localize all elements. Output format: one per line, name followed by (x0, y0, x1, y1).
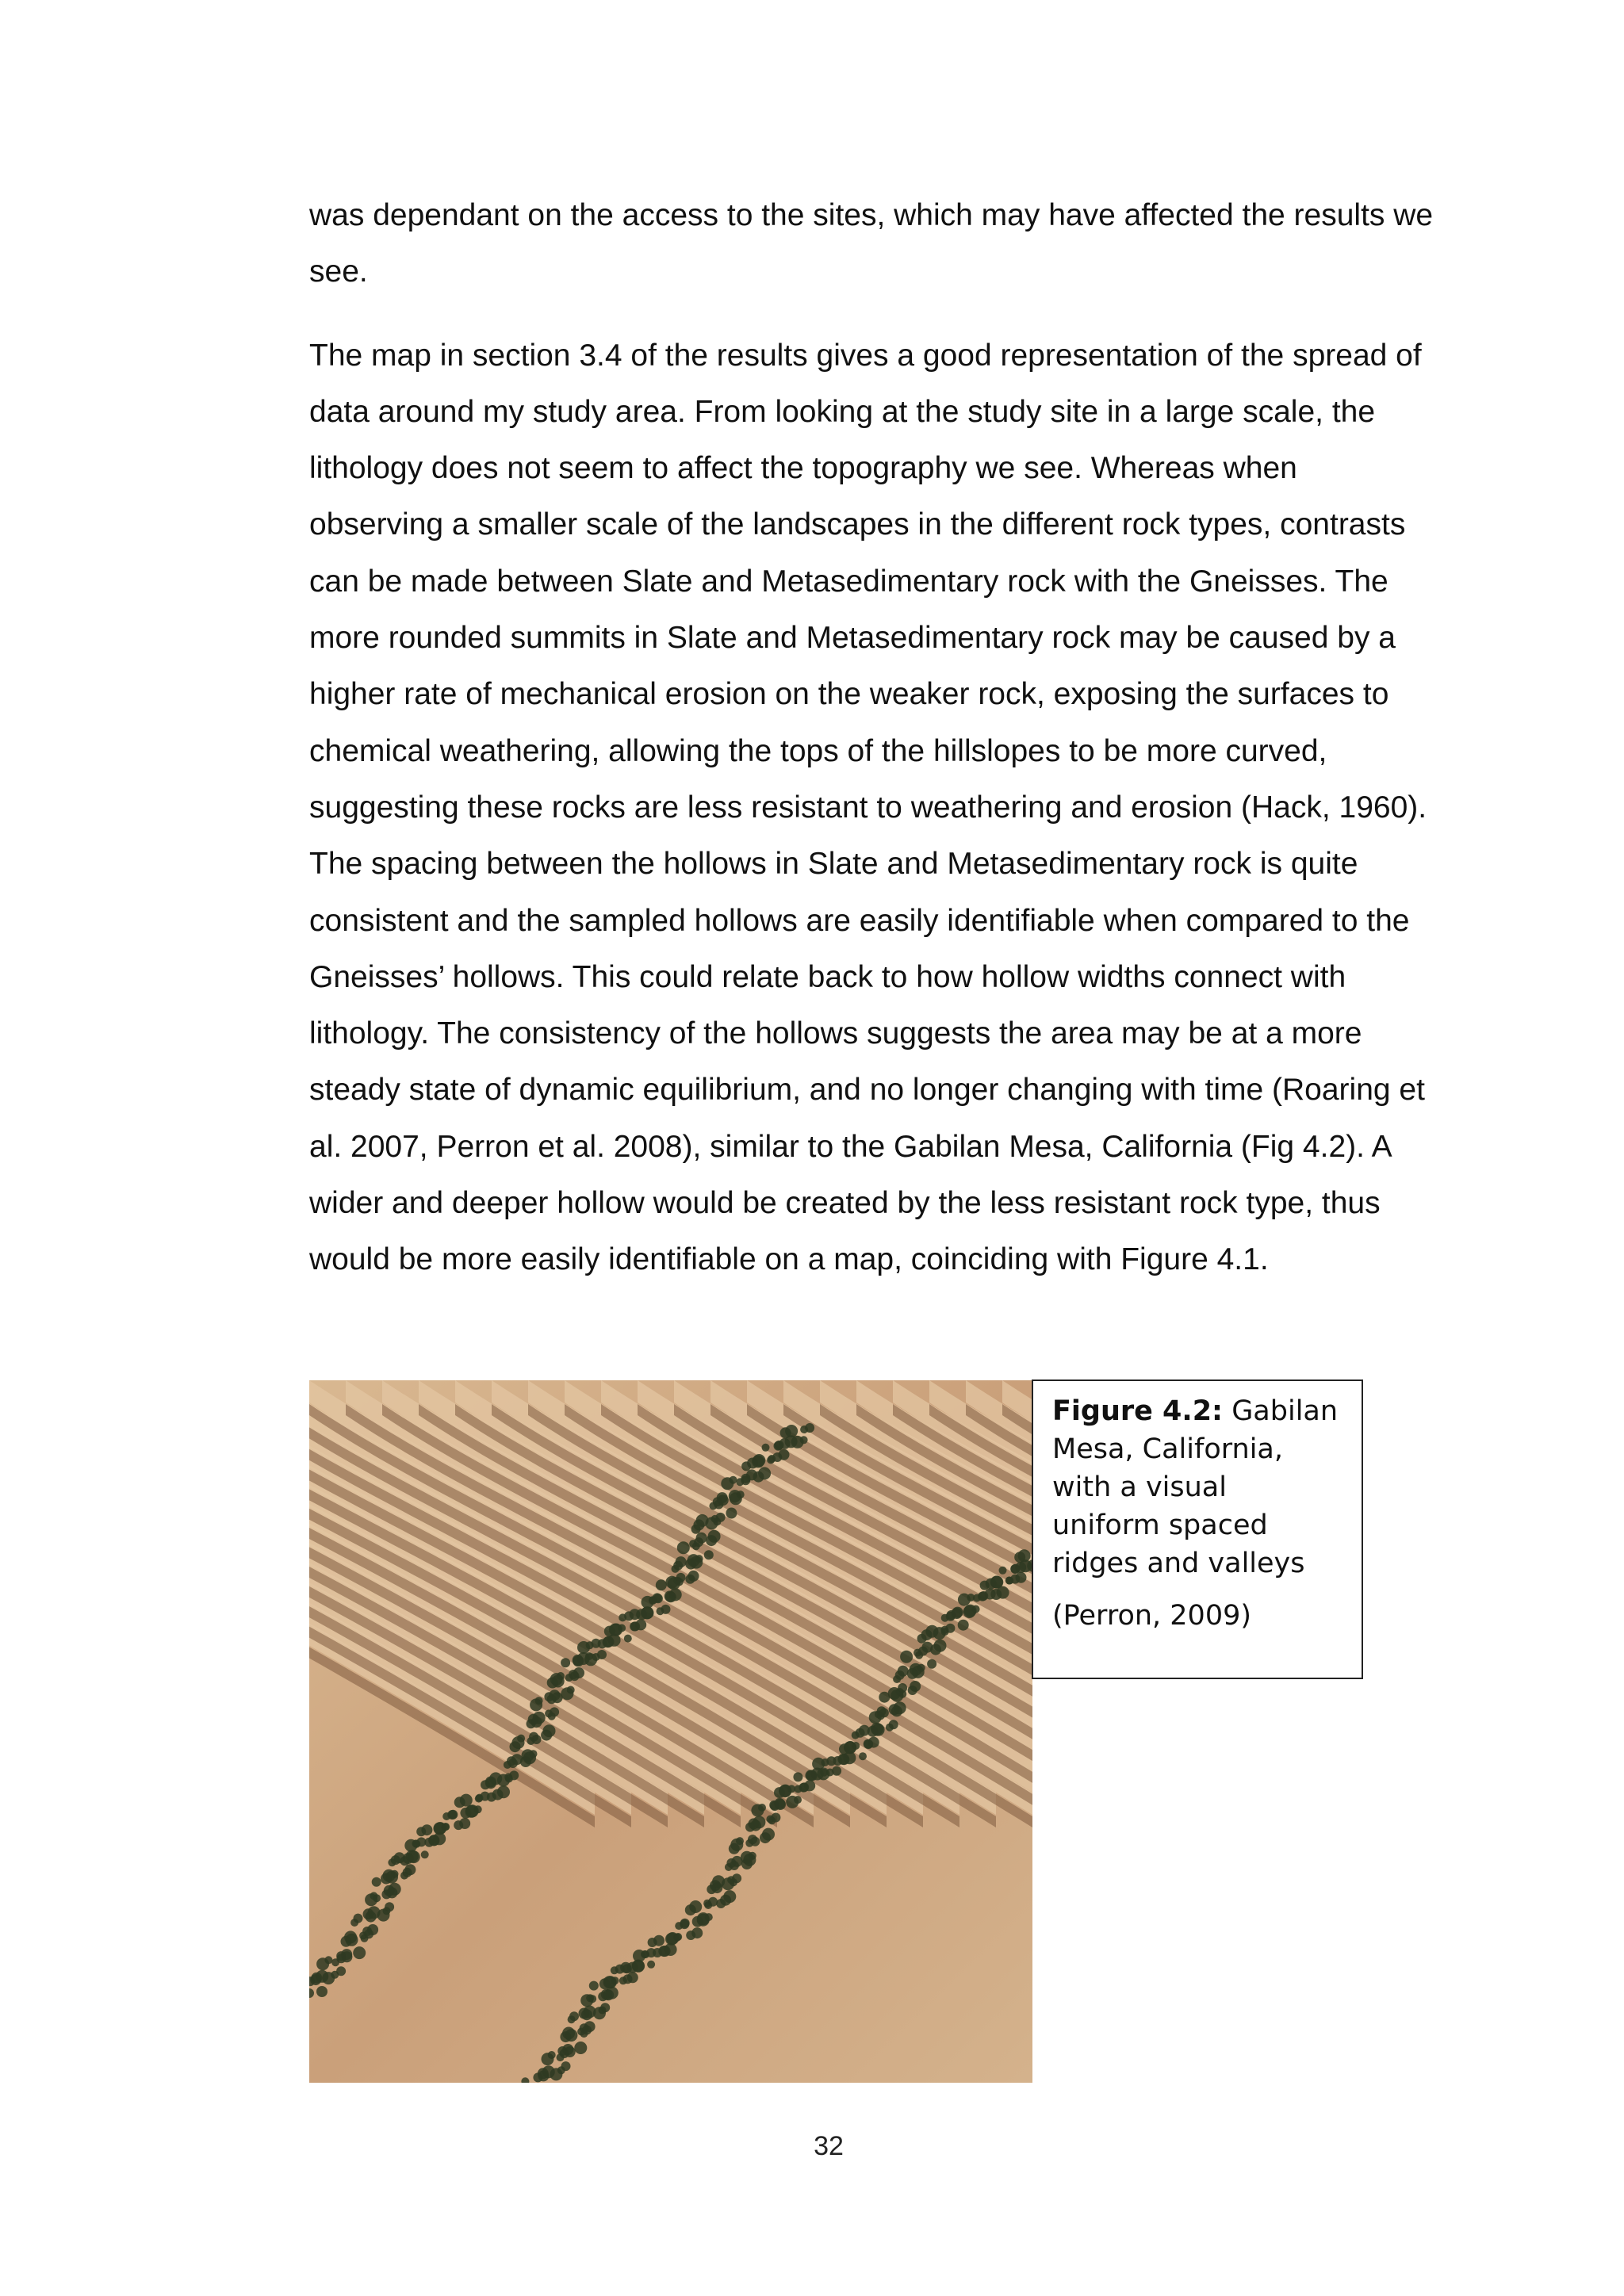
vegetation-cluster (708, 1897, 718, 1907)
vegetation-cluster (676, 1573, 686, 1582)
vegetation-cluster (771, 1813, 780, 1823)
vegetation-cluster (680, 1919, 690, 1928)
vegetation-cluster (549, 1689, 560, 1701)
vegetation-cluster (820, 1769, 828, 1777)
vegetation-cluster (868, 1737, 879, 1748)
vegetation-cluster (635, 1619, 646, 1630)
vegetation-cluster (474, 1805, 482, 1813)
vegetation-cluster (592, 1639, 601, 1648)
vegetation-cluster (489, 1772, 502, 1785)
vegetation-cluster (753, 1816, 765, 1828)
vegetation-cluster (562, 2027, 575, 2040)
vegetation-cluster (586, 1994, 594, 2002)
vegetation-cluster (618, 1624, 626, 1632)
vegetation-cluster (620, 1962, 631, 1973)
vegetation-cluster (421, 1850, 429, 1858)
vegetation-cluster (927, 1659, 936, 1669)
vegetation-cluster (557, 1672, 565, 1680)
vegetation-cluster (611, 1976, 619, 1984)
vegetation-cluster (712, 1875, 725, 1888)
vegetation-cluster (584, 2021, 596, 2032)
vegetation-cluster (630, 1609, 641, 1620)
vegetation-cluster (958, 1620, 969, 1631)
vegetation-cluster (370, 1892, 377, 1900)
vegetation-cluster (859, 1725, 870, 1736)
vegetation-cluster (708, 1530, 721, 1543)
vegetation-cluster (889, 1720, 898, 1729)
vegetation-cluster (934, 1640, 947, 1652)
vegetation-cluster (695, 1555, 703, 1563)
vegetation-cluster (647, 1961, 655, 1969)
vegetation-cluster (669, 1588, 682, 1601)
vegetation-cluster (561, 1658, 570, 1667)
vegetation-cluster (674, 1933, 682, 1941)
vegetation-cluster (793, 1772, 802, 1781)
vegetation-cluster (548, 2051, 556, 2059)
vegetation-cluster (561, 2061, 571, 2071)
vegetation-cluster (753, 1454, 765, 1467)
vegetation-cluster (804, 1780, 815, 1791)
vegetation-cluster (737, 1490, 745, 1498)
vegetation-cluster (832, 1766, 841, 1776)
vegetation-cluster (533, 1712, 546, 1724)
vegetation-cluster (394, 1852, 405, 1863)
vegetation-cluster (584, 2006, 596, 2019)
vegetation-cluster (676, 1556, 687, 1567)
vegetation-cluster (459, 1818, 470, 1829)
vegetation-cluster (972, 1605, 980, 1613)
vegetation-cluster (677, 1541, 690, 1554)
vegetation-cluster (696, 1514, 709, 1527)
vegetation-cluster (448, 1810, 458, 1820)
vegetation-cluster (481, 1792, 490, 1801)
vegetation-cluster (421, 1824, 432, 1835)
vegetation-cluster (985, 1589, 996, 1600)
vegetation-cluster (758, 1804, 766, 1812)
vegetation-cluster (661, 1605, 671, 1614)
vegetation-cluster (550, 1707, 559, 1716)
vegetation-cluster (774, 1798, 785, 1809)
vegetation-cluster (368, 1906, 381, 1919)
vegetation-cluster (925, 1625, 938, 1638)
vegetation-cluster (691, 1927, 703, 1938)
vegetation-cluster (406, 1850, 419, 1862)
vegetation-cluster (688, 1571, 699, 1582)
vegetation-cluster (511, 1754, 523, 1765)
vegetation-cluster (894, 1701, 906, 1714)
vegetation-cluster (716, 1513, 726, 1522)
vegetation-cluster (785, 1425, 798, 1437)
vegetation-cluster (730, 1476, 737, 1484)
vegetation-cluster (1016, 1572, 1027, 1583)
vegetation-cluster (567, 1686, 575, 1694)
vegetation-cluster (732, 1873, 741, 1883)
vegetation-cluster (999, 1567, 1007, 1575)
vegetation-cluster (569, 2011, 579, 2021)
vegetation-cluster (922, 1642, 933, 1653)
vegetation-cluster (324, 1956, 332, 1964)
vegetation-cluster (787, 1785, 795, 1793)
vegetation-cluster (945, 1624, 955, 1633)
vegetation-cluster (529, 1732, 538, 1742)
vegetation-cluster (530, 1750, 538, 1758)
figure-label: Figure 4.2: (1052, 1395, 1224, 1427)
vegetation-cluster (746, 1469, 757, 1480)
vegetation-cluster (717, 1492, 728, 1503)
vegetation-cluster (574, 2042, 587, 2054)
vegetation-cluster (1018, 1549, 1031, 1562)
vegetation-cluster (805, 1423, 814, 1433)
vegetation-cluster (898, 1683, 907, 1693)
vegetation-cluster (353, 1946, 366, 1959)
vegetation-cluster (573, 1667, 584, 1678)
vegetation-cluster (653, 1935, 665, 1946)
vegetation-cluster (704, 1550, 714, 1559)
vegetation-cluster (877, 1706, 887, 1716)
vegetation-cluster (705, 1913, 713, 1921)
paragraph-2: The map in section 3.4 of the results gives a good representation of the spread of data around my study area. From looking at the study site in a large scale, the lithology does not seem to affect the topography we see. Whereas when observing a smaller scale of the landscapes in the different rock types, contrasts can be made between Slate and Metasedimentary rock with the Gneisses. The more rounded summits in Slate and Metasedimentary rock may be caused by a higher rate of mechanical erosion on the weaker rock, exposing the surfaces to chemical weathering, allowing the tops of the hillslopes to be more curved, suggesting these rocks are less resistant to weathering and erosion (Hack, 1960). The spacing between the hollows in Slate and Metasedimentary rock is quite consistent and the sampled hollows are easily identifiable when compared to the Gneisses’ hollows. This could relate back to how hollow widths connect with lithology. The consistency of the hollows suggests the area may be at a more steady state of dynamic equilibrium, and no longer changing with time (Roaring et al. 2007, Perron et al. 2008), similar to the Gabilan Mesa, California (Fig 4.2). A wider and deeper hollow would be created by the less resistant rock type, thus would be more easily identifiable on a map, coinciding with Figure 4.1. (309, 338, 1427, 1277)
vegetation-cluster (391, 1870, 399, 1878)
vegetation-cluster (535, 1697, 543, 1705)
vegetation-cluster (723, 1890, 736, 1903)
vegetation-cluster (900, 1651, 913, 1663)
figure-caption (1052, 1392, 1342, 1582)
vegetation-cluster (852, 1742, 860, 1750)
vegetation-cluster (367, 1924, 378, 1935)
vegetation-cluster (952, 1607, 963, 1618)
terrain-illustration (309, 1380, 1032, 2083)
vegetation-cluster (917, 1664, 925, 1672)
vegetation-cluster (585, 1652, 593, 1660)
vegetation-cluster (749, 1852, 756, 1860)
vegetation-cluster (597, 1650, 607, 1659)
vegetation-cluster (689, 1900, 702, 1913)
vegetation-cluster (562, 2044, 573, 2055)
vegetation-cluster (800, 1436, 808, 1444)
vegetation-cluster (354, 1914, 363, 1923)
vegetation-cluster (341, 1949, 352, 1960)
vegetation-cluster (344, 1931, 357, 1943)
vegetation-cluster (517, 1735, 525, 1743)
vegetation-cluster (589, 1981, 599, 1991)
vegetation-cluster (372, 1877, 381, 1887)
vegetation-cluster (543, 1724, 556, 1737)
vegetation-cluster (826, 1756, 836, 1766)
vegetation-cluster (624, 1635, 632, 1643)
vegetation-cluster (336, 1966, 346, 1976)
vegetation-cluster (316, 1970, 328, 1983)
vegetation-cluster (600, 2003, 610, 2012)
vegetation-cluster (385, 1902, 394, 1911)
paragraph-1: was dependant on the access to the sites, which may have affected the results we see. (309, 198, 1434, 289)
vegetation-cluster (653, 1593, 662, 1602)
vegetation-cluster (389, 1883, 401, 1896)
figure-caption-box (1032, 1380, 1363, 1679)
body-text (309, 187, 1435, 1288)
vegetation-cluster (542, 2065, 555, 2078)
vegetation-cluster (762, 1828, 775, 1841)
vegetation-cluster (762, 1444, 770, 1452)
vegetation-cluster (871, 1723, 883, 1735)
vegetation-cluster (736, 1837, 744, 1845)
gabilan-mesa-aerial-image (309, 1380, 1032, 2083)
vegetation-cluster (910, 1681, 921, 1692)
vegetation-cluster (794, 1796, 802, 1804)
vegetation-cluster (646, 1948, 656, 1957)
figure-source: (Perron, 2009) (1052, 1600, 1252, 1632)
vegetation-cluster (696, 1533, 707, 1544)
vegetation-cluster (758, 1467, 771, 1479)
vegetation-cluster (404, 1864, 416, 1875)
vegetation-cluster (859, 1752, 867, 1760)
vegetation-cluster (898, 1666, 909, 1677)
page-number: 32 (814, 2131, 844, 2161)
vegetation-cluster (316, 1986, 327, 1997)
vegetation-cluster (779, 1449, 790, 1460)
figure-caption-text: Gabilan Mesa, California, with a visual uniform spaced ridges and valleys (1052, 1395, 1339, 1579)
vegetation-cluster (497, 1785, 510, 1798)
vegetation-cluster (748, 1835, 757, 1844)
vegetation-cluster (416, 1837, 426, 1846)
vegetation-cluster (627, 1972, 638, 1983)
vegetation-cluster (656, 1579, 667, 1590)
vegetation-cluster (990, 1576, 1003, 1589)
vegetation-cluster (442, 1823, 450, 1831)
vegetation-cluster (726, 1508, 737, 1519)
vegetation-cluster (460, 1794, 473, 1807)
vegetation-cluster (509, 1770, 519, 1780)
vegetation-cluster (967, 1594, 975, 1601)
